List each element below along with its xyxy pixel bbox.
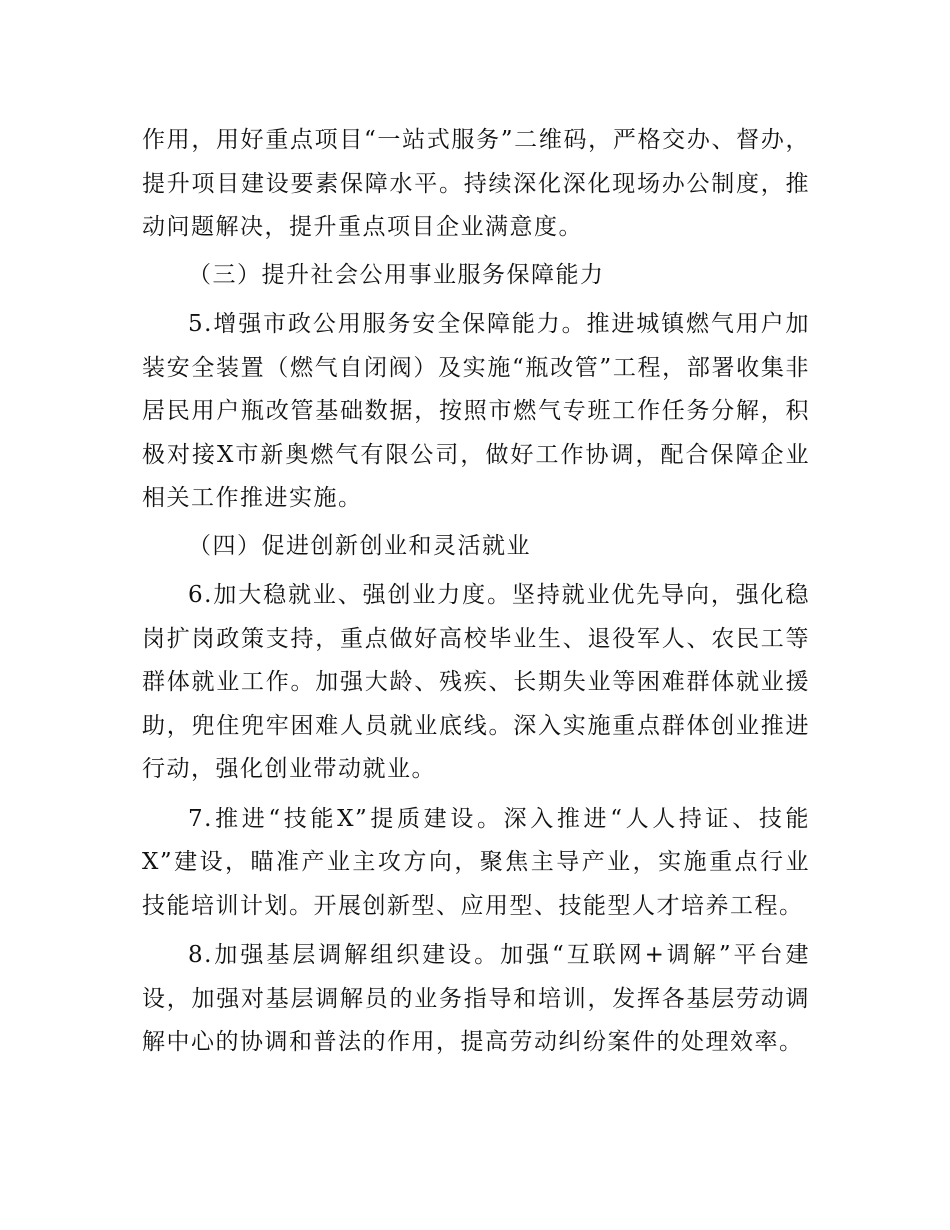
paragraph-item-7: 7.推进“技能X”提质建设。深入推进“人人持证、技能X”建设，瞄准产业主攻方向，聚焦主导产业，实施重点行业技能培训计划。开展创新型、应用型、技能型人才培养工程。	[142, 805, 810, 919]
section-heading-3: （三）提升社会公用事业服务保障能力	[188, 261, 605, 288]
document-page	[142, 119, 810, 1065]
paragraph-continuation: 作用，用好重点项目“一站式服务”二维码，严格交办、督办，提升项目建设要素保障水平。持续深化深化现场办公制度，推动问题解决，提升重点项目企业满意度。	[142, 127, 810, 240]
section-heading-4: （四）促进创新创业和灵活就业	[188, 532, 531, 559]
paragraph-item-6: 6.加大稳就业、强创业力度。坚持就业优先导向，强化稳岗扩岗政策支持，重点做好高校毕业生、退役军人、农民工等群体就业工作。加强大龄、残疾、长期失业等困难群体就业援助，兜住兜牢困难人员就业底线。深入实施重点群体创业推进行动，强化创业带动就业。	[142, 582, 810, 782]
paragraph-item-5: 5.增强市政公用服务安全保障能力。推进城镇燃气用户加装安全装置（燃气自闭阀）及实施“瓶改管”工程，部署收集非居民用户瓶改管基础数据，按照市燃气专班工作任务分解，积极对接X市新奥燃气有限公司，做好工作协调，配合保障企业相关工作推进实施。	[142, 311, 810, 511]
paragraph-item-8: 8.加强基层调解组织建设。加强“互联网+调解”平台建设，加强对基层调解员的业务指导和培训，发挥各基层劳动调解中心的协调和普法的作用，提高劳动纠纷案件的处理效率。	[142, 942, 810, 1055]
